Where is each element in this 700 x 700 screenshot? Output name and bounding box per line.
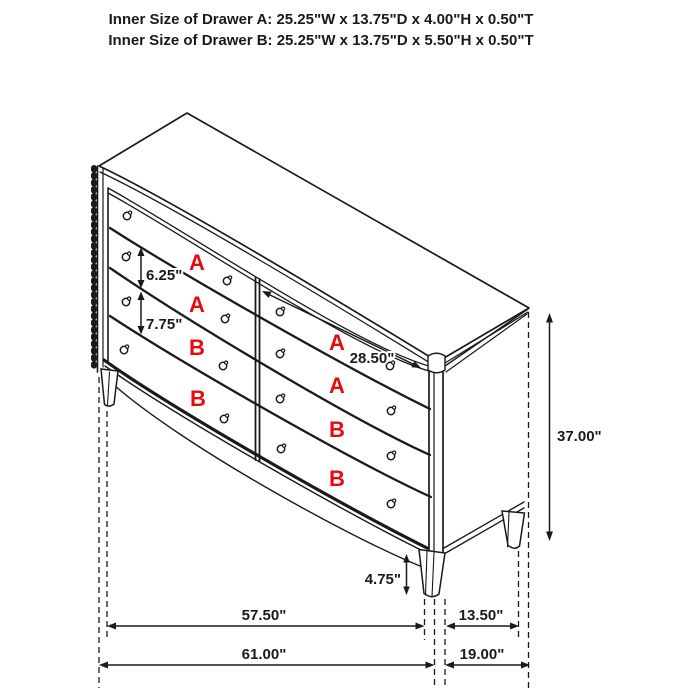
- center-divider: [256, 278, 260, 461]
- drawer-knob: [276, 349, 284, 358]
- dim-label-61-00: 61.00": [241, 646, 287, 663]
- arrowhead-up: [403, 554, 410, 563]
- dresser-drawing: [94, 113, 529, 597]
- arrowhead-right: [510, 623, 519, 630]
- drawer-knob: [120, 345, 128, 354]
- drawer-label-left-3: B: [189, 335, 205, 360]
- dim-overall-height: [546, 313, 602, 541]
- dim-label-28-50: 28.50": [349, 350, 395, 367]
- arrowhead-right: [426, 662, 435, 669]
- arrowhead-up: [546, 313, 553, 323]
- title-line-1: Inner Size of Drawer A: 25.25"W x 13.75"D x 4.00"H x 0.50"T: [108, 11, 534, 28]
- arrowhead-down: [546, 532, 553, 542]
- dim-leg-height: [365, 554, 410, 595]
- dim-label-6-25: 6.25": [146, 267, 183, 284]
- dim-width-between-legs: [107, 607, 425, 630]
- title-block: [108, 11, 533, 49]
- drawer-knob: [387, 451, 395, 460]
- arrowhead-down: [403, 587, 410, 596]
- arrowhead-right: [416, 623, 425, 630]
- drawer-knob: [122, 297, 130, 306]
- separator-3: [110, 316, 431, 497]
- drawer-knob: [221, 314, 229, 323]
- arrowhead-left: [107, 623, 116, 630]
- dim-drawer-a-height: [138, 248, 183, 289]
- drawer-knob: [219, 361, 227, 370]
- drawer-knob: [387, 406, 395, 415]
- dim-overall-depth: [445, 646, 530, 669]
- dim-drawer-b-height: [138, 292, 183, 335]
- arrowhead-left: [446, 623, 455, 630]
- dim-depth-between-legs: [446, 607, 519, 630]
- drawer-knob: [387, 499, 395, 508]
- drawer-knob: [276, 394, 284, 403]
- dim-label-19-00: 19.00": [459, 646, 505, 663]
- drawer-knob: [220, 414, 228, 423]
- base-rail: [104, 360, 427, 548]
- corner-post-cap: [428, 353, 445, 373]
- drawer-knob: [123, 211, 131, 220]
- drawer-label-right-3: B: [329, 417, 345, 442]
- drawer-knob: [223, 276, 231, 285]
- drawer-label-right-1: A: [329, 330, 345, 355]
- drawer-label-left-4: B: [190, 386, 206, 411]
- title-line-2: Inner Size of Drawer B: 25.25"W x 13.75"D x 5.50"H x 0.50"T: [108, 32, 534, 49]
- dim-label-7-75: 7.75": [146, 316, 183, 333]
- apron-bottom-edge: [114, 385, 420, 566]
- drawer-label-right-4: B: [329, 466, 345, 491]
- back-right-leg: [502, 511, 525, 548]
- dim-label-13-50: 13.50": [458, 607, 504, 624]
- dim-label-57-50: 57.50": [241, 607, 287, 624]
- dim-label-37-00: 37.00": [557, 428, 602, 445]
- drawer-knob: [122, 252, 130, 261]
- arrowhead-up: [138, 292, 145, 301]
- dim-overall-width: [99, 646, 435, 669]
- drawer-label-left-1: A: [189, 250, 205, 275]
- drawer-knob: [277, 444, 285, 453]
- drawer-knob: [276, 307, 284, 316]
- drawer-label-right-2: A: [329, 373, 345, 398]
- drawer-label-left-2: A: [189, 292, 205, 317]
- arrowhead-left: [445, 662, 454, 669]
- dim-label-4-75: 4.75": [364, 571, 401, 588]
- arrowhead-left: [99, 662, 108, 669]
- arrowhead-upleft: [262, 291, 272, 298]
